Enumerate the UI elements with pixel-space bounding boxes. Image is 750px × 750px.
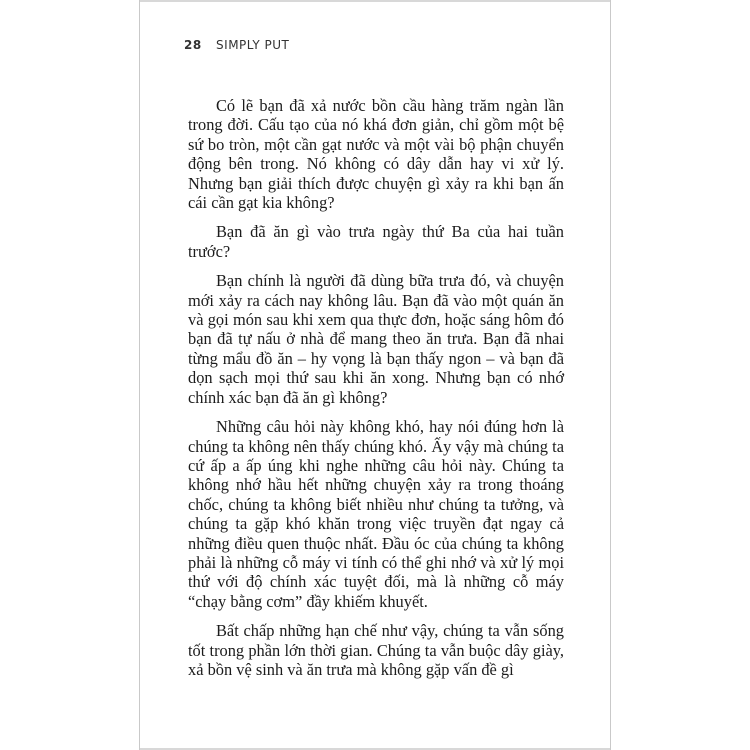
page-top-edge [140, 0, 610, 2]
running-title: SIMPLY PUT [216, 38, 290, 52]
paragraph: Bạn chính là người đã dùng bữa trưa đó, và chuyện mới xảy ra cách nay không lâu. Bạn đã vào một quán ăn và gọi món sau khi xem qua thực đơn, hoặc sáng hôm đó bạn đã tự nấu ở nhà để mang theo ăn trưa. Bạn đã nhai từng mẩu đồ ăn – hy vọng là bạn thấy ngon – và bạn đã dọn sạch mọi thứ sau khi ăn xong. Nhưng bạn có nhớ chính xác bạn đã ăn gì không? [188, 271, 564, 407]
page-number: 28 [184, 38, 202, 52]
paragraph: Bất chấp những hạn chế như vậy, chúng ta vẫn sống tốt trong phần lớn thời gian. Chúng ta vẫn buộc dây giày, xả bồn vệ sinh và ăn trưa mà không gặp vấn đề gì [188, 621, 564, 679]
paragraph: Những câu hỏi này không khó, hay nói đúng hơn là chúng ta không nên thấy chúng khó. Ấy vậy mà chúng ta cứ ấp a ấp úng khi nghe những câu hỏi này. Chúng ta không nhớ hầu hết những chuyện xảy ra trong thoáng chốc, chúng ta không biết nhiều như chúng ta tưởng, và chúng ta gặp khó khăn trong việc truyền đạt ngay cả những điều quen thuộc nhất. Đầu óc của chúng ta không phải là những cỗ máy vi tính có thể ghi nhớ và xử lý mọi thứ với độ chính xác tuyệt đối, mà là những cỗ máy “chạy bằng cơm” đầy khiếm khuyết. [188, 417, 564, 611]
paragraph: Bạn đã ăn gì vào trưa ngày thứ Ba của hai tuần trước? [188, 222, 564, 261]
running-head [184, 38, 289, 52]
paragraph: Có lẽ bạn đã xả nước bồn cầu hàng trăm ngàn lần trong đời. Cấu tạo của nó khá đơn giản, chỉ gồm một bệ sứ bo tròn, một cần gạt nước và một vài bộ phận chuyển động bên trong. Nó không có dây dẫn hay vi xử lý. Nhưng bạn giải thích được chuyện gì xảy ra khi bạn ấn cái cần gạt kia không? [188, 96, 564, 213]
body-text [188, 96, 564, 689]
book-page [139, 0, 611, 750]
